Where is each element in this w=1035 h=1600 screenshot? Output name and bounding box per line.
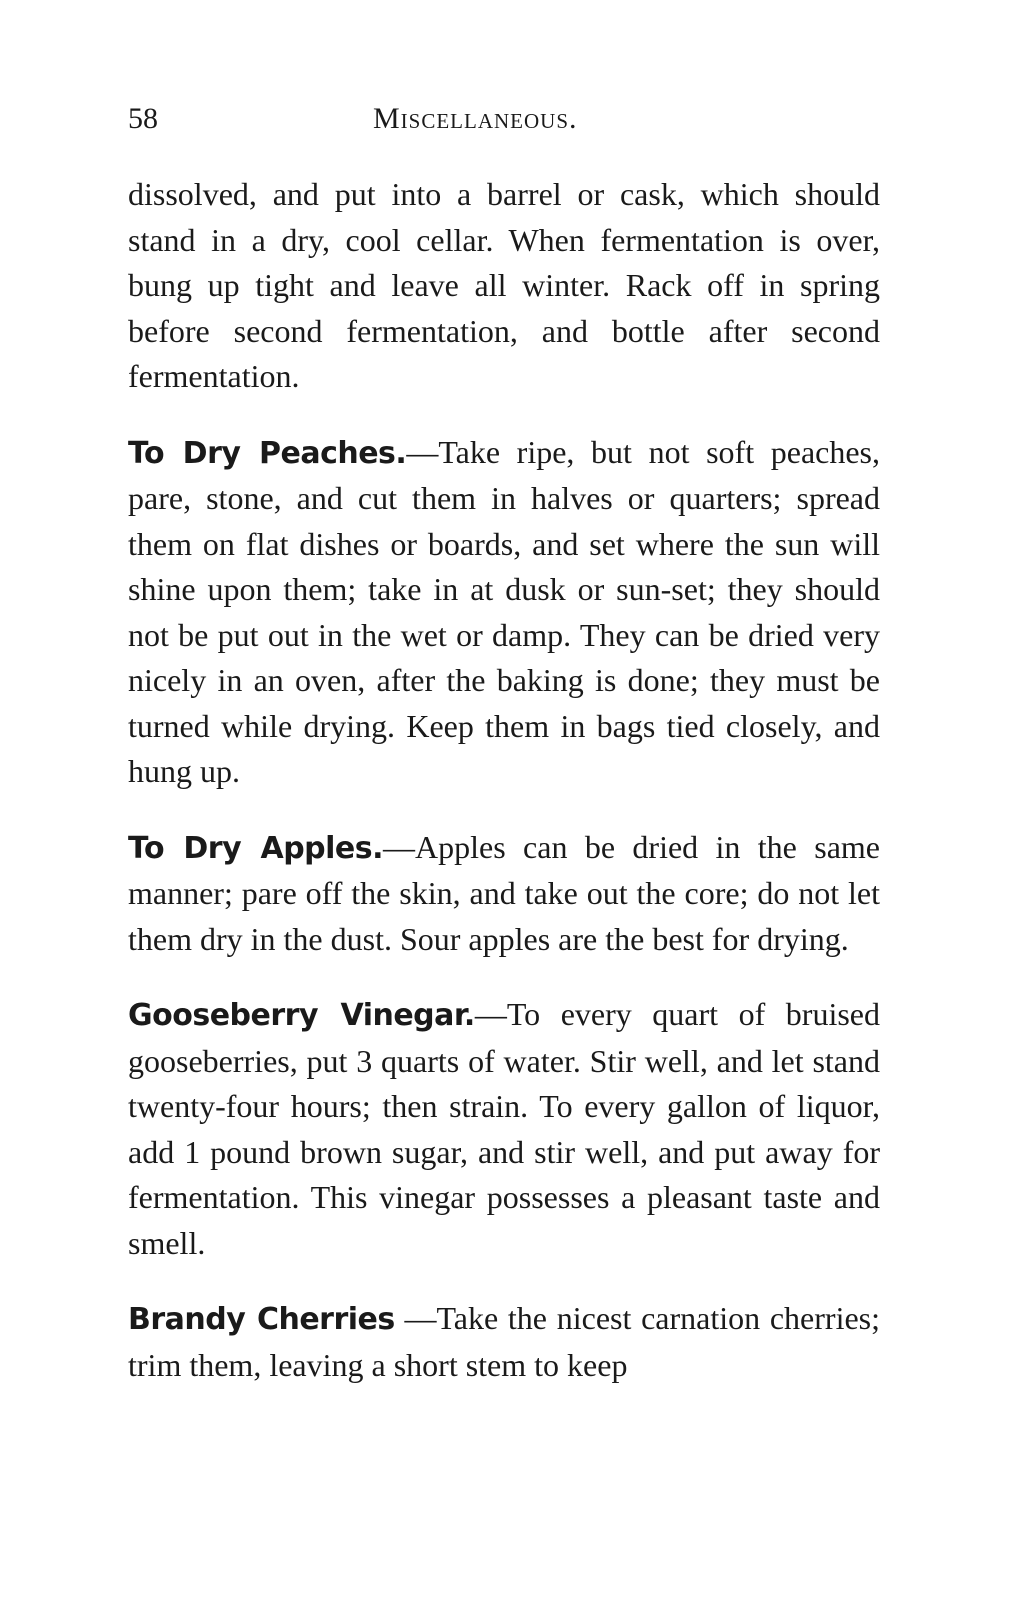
paragraph-text: dissolved, and put into a barrel or cask, which should stand in a dry, cool cellar. When fermentation is over, bung up tight and leave all winter. Rack off in spring before second fermentation, and bottle after second fermentation. (128, 176, 880, 394)
running-head (128, 102, 878, 146)
paragraph-continuation (128, 172, 880, 400)
recipe-text: —Take the nicest carnation cherries; trim them, leaving a short stem to keep (128, 1300, 881, 1383)
recipe-to-dry-apples (128, 825, 880, 963)
recipe-text: —Take ripe, but not soft peaches, pare, stone, and cut them in halves or quarters; spread them on flat dishes or boards, and set where the sun will shine upon them; take in at dusk or sun-set; they should not be put out in the wet or damp. They can be dried very nicely in an oven, after the baking is done; they must be turned while drying. Keep them in bags tied closely, and hung up. (128, 433, 881, 789)
recipe-heading: To Dry Apples. (128, 830, 384, 866)
recipe-heading: Brandy Cherries (128, 1302, 395, 1337)
recipe-gooseberry-vinegar (128, 992, 880, 1266)
recipe-heading: To Dry Peaches. (128, 435, 407, 471)
page-number: 58 (128, 102, 158, 135)
body-text (128, 172, 880, 1388)
running-title: Miscellaneous. (373, 102, 578, 135)
recipe-heading: Gooseberry Vinegar. (128, 998, 475, 1033)
recipe-to-dry-peaches (128, 430, 880, 795)
recipe-text: —To every quart of bruised gooseberries, put 3 quarts of water. Stir well, and let stand twenty-four hours; then strain. To every gallon of liquor, add 1 pound brown sugar, and stir well, and put away for fermentation. This vinegar possesses a pleasant taste and smell. (128, 996, 880, 1261)
recipe-text: —Apples can be dried in the same manner; pare off the skin, and take out the core; do not let them dry in the dust. Sour apples are the best for drying. (128, 828, 881, 957)
recipe-brandy-cherries (128, 1296, 880, 1388)
